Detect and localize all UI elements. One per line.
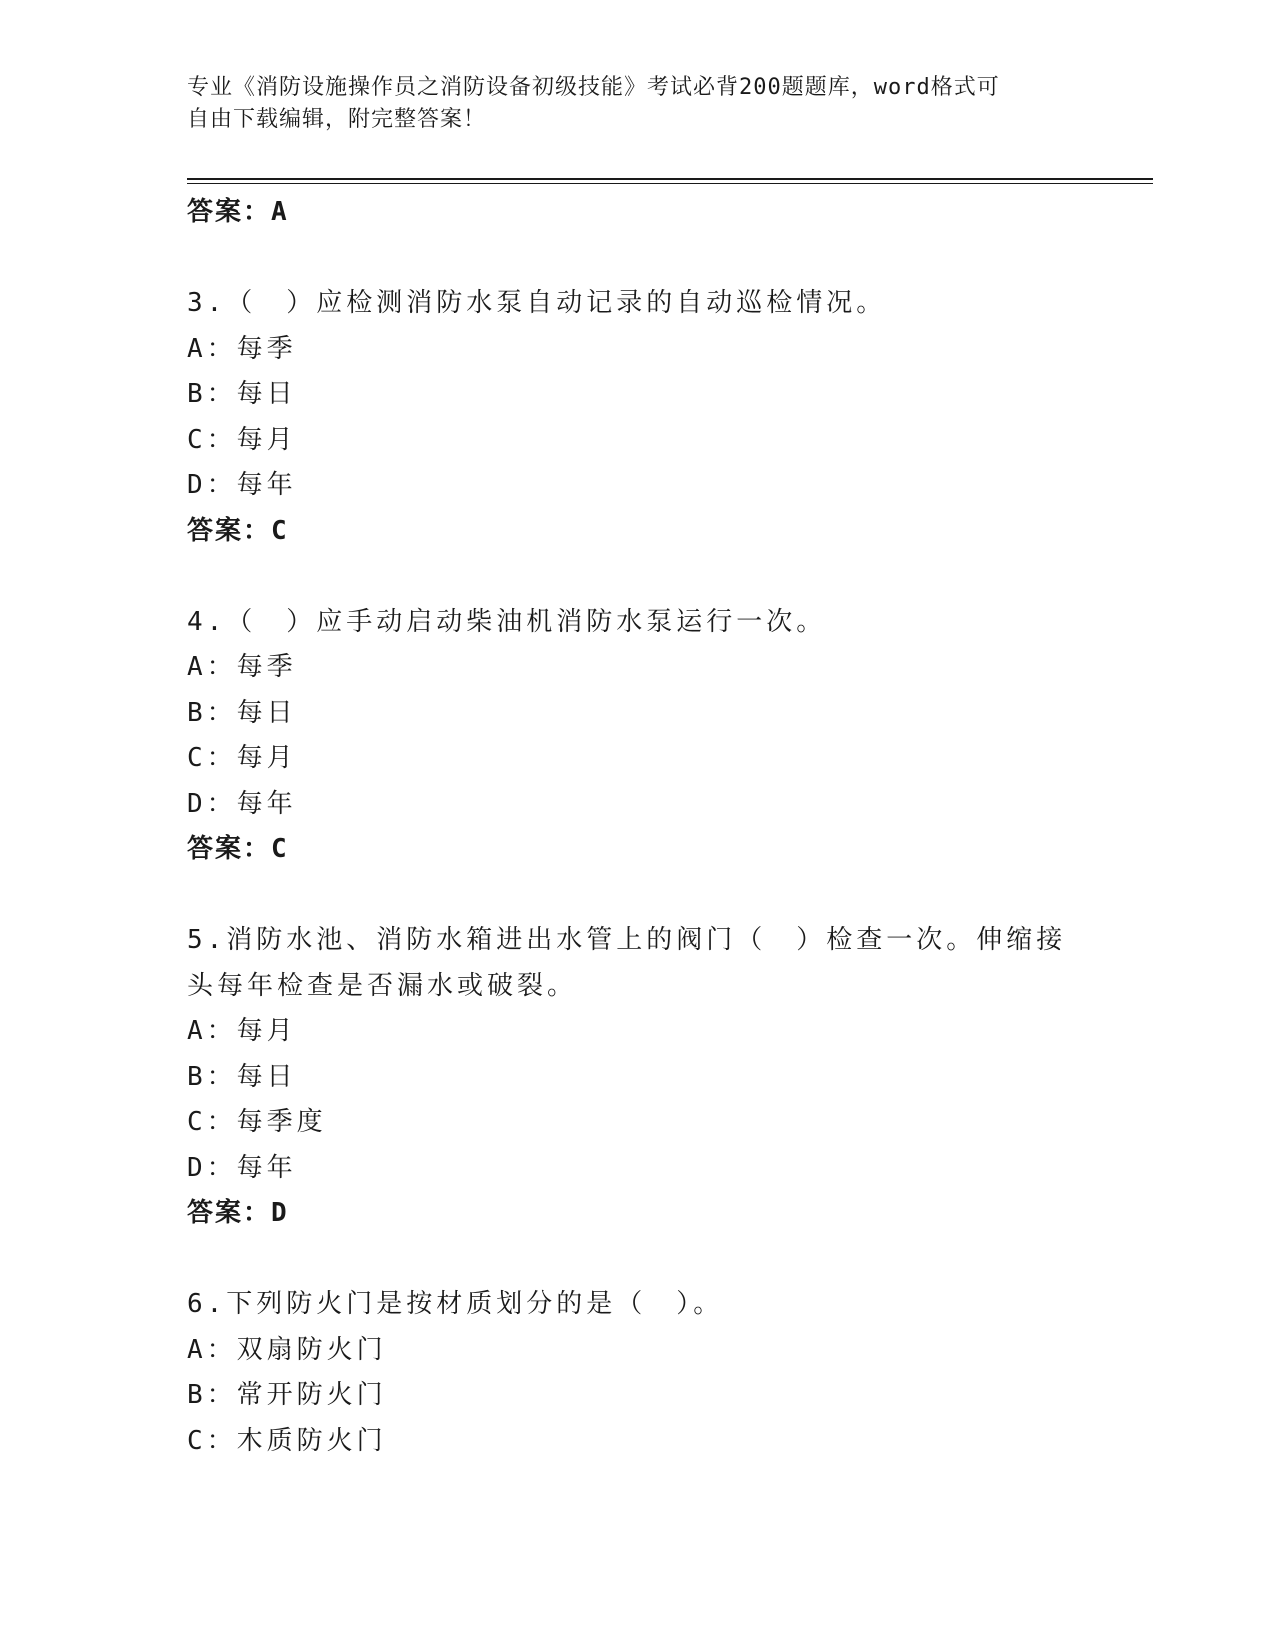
document-header	[187, 72, 1067, 136]
option-b: B：每日	[187, 379, 297, 409]
answer-line: 答案：C	[187, 834, 289, 864]
option-c: C：每月	[187, 743, 297, 773]
spacer	[187, 236, 1067, 282]
spacer	[187, 873, 1067, 919]
question-text: 5.消防水池、消防水箱进出水管上的阀门（ ）检查一次。伸缩接头每年检查是否漏水或破裂。	[187, 925, 1067, 1001]
answer-line: 答案：D	[187, 1198, 289, 1228]
question-text: 4.（ ）应手动启动柴油机消防水泵运行一次。	[187, 606, 827, 637]
header-line-1: 专业《消防设施操作员之消防设备初级技能》考试必背200题题库，word格式可	[187, 75, 1000, 100]
option-c: C：每月	[187, 424, 297, 455]
spacer	[187, 1237, 1067, 1283]
question-text: 6.下列防火门是按材质划分的是（ ）。	[187, 1289, 724, 1319]
option-a: A：双扇防火门	[187, 1334, 387, 1365]
question-text: 3.（ ）应检测消防水泵自动记录的自动巡检情况。	[187, 288, 887, 318]
option-a: A：每季	[187, 652, 297, 682]
option-d: D：每年	[187, 1152, 297, 1183]
header-rule-thick	[187, 178, 1153, 180]
option-c: C：木质防火门	[187, 1425, 387, 1456]
answer-line: 答案：A	[187, 197, 289, 227]
option-a: A：每季	[187, 333, 297, 364]
option-d: D：每年	[187, 788, 297, 819]
option-c: C：每季度	[187, 1107, 327, 1137]
header-rule-thin	[187, 183, 1153, 184]
option-b: B：每日	[187, 697, 297, 728]
document-body	[187, 190, 1067, 1464]
option-a: A：每月	[187, 1016, 297, 1046]
option-b: B：常开防火门	[187, 1380, 387, 1410]
option-b: B：每日	[187, 1061, 297, 1092]
answer-line: 答案：C	[187, 515, 289, 546]
spacer	[187, 554, 1067, 600]
option-d: D：每年	[187, 470, 297, 500]
header-line-2: 自由下载编辑，附完整答案！	[187, 107, 487, 132]
